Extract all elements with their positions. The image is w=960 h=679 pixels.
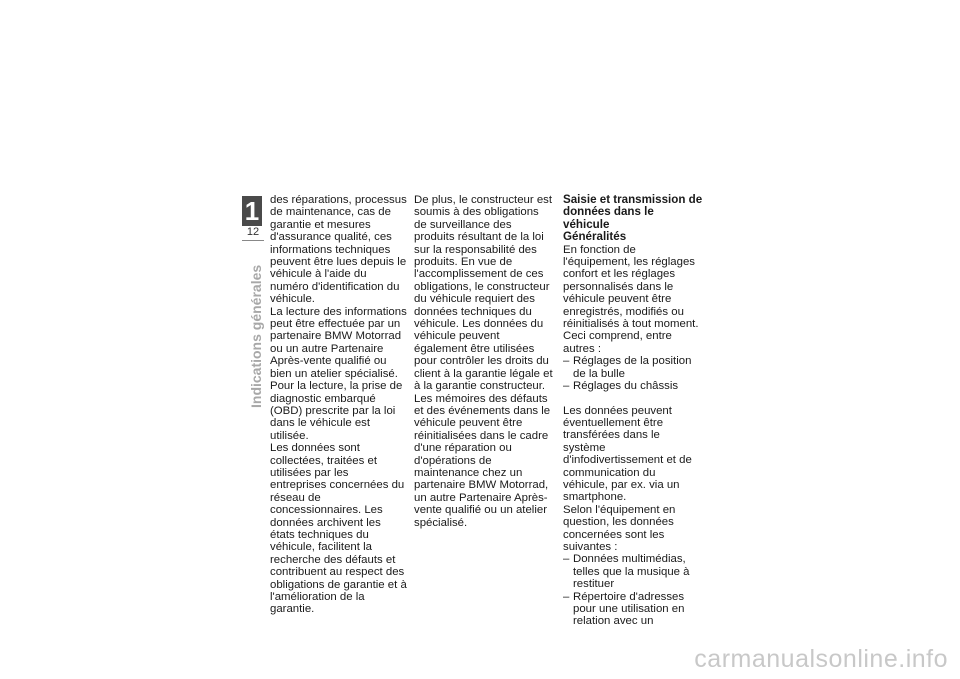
bullet-list [563, 355, 703, 392]
text-column-2 [414, 194, 554, 529]
text-column-3 [563, 194, 703, 628]
section-title: Indications générales [248, 264, 264, 408]
paragraph: De plus, le constructeur est soumis à des obligations de surveillance des produits résultant de la loi sur la responsabilité des produits. En vue de l'accomplissement de ces obligations, le constructeur du véhicule requiert des données techniques du véhicule. Les données du véhicule peuvent également être utilisées pour contrôler les droits du client à la garantie légale et à la garantie constructeur. [414, 194, 553, 393]
paragraph: La lecture des informations peut être effectuée par un partenaire BMW Motorrad ou un autre Partenaire Après-vente qualifié ou bien un atelier spécialisé. Pour la lecture, la prise de diagnostic embarqué (OBD) prescrite par la loi dans le véhicule est utilisée. [270, 305, 407, 442]
page-number-rule [242, 240, 264, 241]
subsection-heading: Généralités [563, 230, 627, 244]
list-item: – Réglages du châssis [563, 380, 703, 392]
watermark: carmanualsonline.info [694, 645, 948, 673]
list-item: – Réglages de la position de la bulle [563, 355, 703, 380]
paragraph: Les mémoires des défauts et des événements dans le véhicule peuvent être réinitialisées dans le cadre d'une réparation ou d'opérations de maintenance chez un partenaire BMW Motorrad, un autre Partenaire Après-vente qualifié ou un atelier spécialisé. [414, 392, 551, 529]
list-item: – Répertoire d'adresses pour une utilisation en relation avec un [563, 591, 703, 628]
paragraph: Selon l'équipement en question, les données concernées sont les suivantes : [563, 503, 676, 553]
chapter-number: 1 [244, 196, 260, 226]
list-item: – Données multimédias, telles que la musique à restituer [563, 553, 703, 590]
paragraph: Les données peuvent éventuellement être transférées dans le système d'infodivertissement et de communication du véhicule, par ex. via un smartphone. [563, 404, 692, 504]
paragraph: En fonction de l'équipement, les réglages confort et les réglages personnalisés dans le véhicule peuvent être enregistrés, modifiés ou réinitialisés à tout moment. [563, 243, 699, 331]
section-heading: Saisie et transmission de données dans le véhicule [563, 193, 703, 231]
paragraph: des réparations, processus de maintenance, cas de garantie et mesures d'assurance qualité, ces informations techniques peuvent être lues depuis le véhicule à l'aide du numéro d'identification du véhicule. [270, 194, 407, 306]
paragraph: Les données sont collectées, traitées et utilisées par les entreprises concernées du réseau de concessionnaires. Les données archivent les états techniques du véhicule, facilitent la recherche des défauts et contribuent au respect des obligations de garantie et à l'amélioration de la garantie. [270, 442, 407, 616]
text-column-1 [270, 194, 408, 616]
page-number: 12 [246, 226, 260, 238]
paragraph: Ceci comprend, entre autres : [563, 330, 672, 355]
bullet-list [563, 553, 703, 627]
